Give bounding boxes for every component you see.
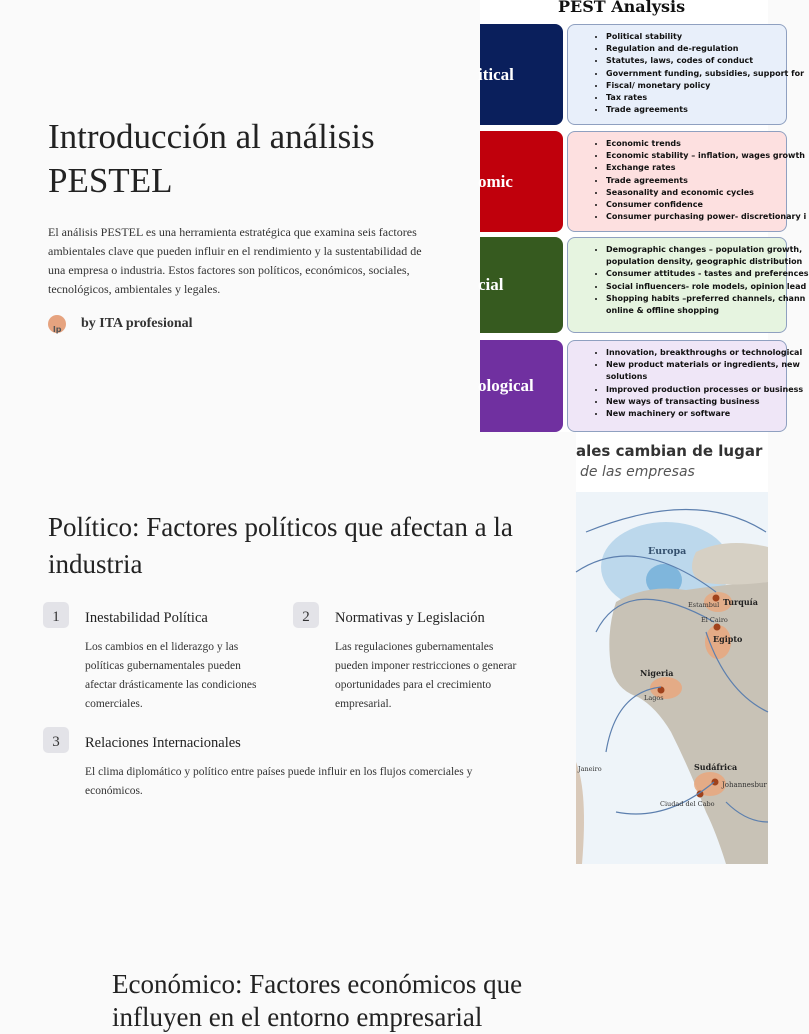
pest-list-item: • Trade agreements (606, 104, 786, 116)
pest-list-item: • Statutes, laws, codes of conduct (606, 55, 786, 67)
map-label-lagos: Lagos (644, 694, 664, 702)
pest-list-item: • Government funding, subsidies, support for (606, 68, 786, 80)
pest-row-label (480, 340, 563, 432)
pest-list-item: • Exchange rates (606, 162, 786, 174)
pest-list-item: • Demographic changes – population growth, (606, 244, 786, 256)
pest-list-item: • Shopping habits –preferred channels, chann (606, 293, 786, 305)
pest-row-box (567, 237, 809, 333)
pest-list-item: • Economic trends (606, 138, 786, 150)
pest-row (478, 340, 804, 432)
map-label-egipto: Egipto (713, 634, 743, 644)
pest-list-item: • Improved production processes or business (606, 384, 786, 396)
map-label-sudafrica: Sudáfrica (694, 762, 738, 772)
pest-row-list (592, 244, 809, 317)
item-title: Relaciones Internacionales (85, 735, 241, 751)
map-label-johannesburgo: Johannesbur (722, 781, 767, 789)
pest-row (478, 24, 805, 125)
item-title: Inestabilidad Política (85, 610, 208, 626)
pest-list-item: • Consumer attitudes - tastes and preferences (606, 268, 786, 280)
pest-row-box (567, 131, 807, 232)
avatar (48, 315, 66, 333)
pest-list-item: • Fiscal/ monetary policy (606, 80, 786, 92)
map-label-turquia: Turquía (723, 597, 758, 607)
pest-list-item: • New machinery or software (606, 408, 786, 420)
map-subheading: de las empresas (580, 464, 695, 480)
pest-image-title: PEST Analysis (558, 0, 686, 16)
pest-list-item: • Social influencers- role models, opinion lead (606, 281, 786, 293)
intro-description: El análisis PESTEL es una herramienta estratégica que examina seis factores ambientales clave que pueden influir en el rendimiento y la sustentabilidad de una empresa o industria. Estos factores son políticos, económicos, sociales, tecnológicos, ambientales y legales. (48, 225, 422, 296)
pest-analysis-image (478, 0, 809, 432)
item-description: El clima diplomático y político entre países puede influir en los flujos comerciales y económicos. (85, 766, 473, 797)
map-label-janeiro: Janeiro (578, 765, 602, 773)
intro-title: Introducción al análisis PESTEL (48, 117, 375, 200)
pest-list-item: • Consumer purchasing power- discretionary i (606, 211, 786, 223)
pest-row-label-text: itical (478, 64, 514, 84)
pest-row-box (567, 24, 805, 125)
map-label-estambul: Estambul (688, 601, 720, 609)
intro-text-block (48, 115, 428, 333)
author-name: by ITA profesional (81, 316, 193, 331)
pest-list-item: • Economic stability – inflation, wages growth (606, 150, 786, 162)
pest-list-item: • Seasonality and economic cycles (606, 187, 786, 199)
item-number-badge: 1 (43, 602, 69, 628)
map-heading: ales cambian de lugar (576, 442, 763, 460)
pest-list-item: • New ways of transacting business (606, 396, 786, 408)
map-label-el-cairo: El Cairo (701, 616, 728, 624)
pest-row (478, 131, 807, 232)
pest-row-list (592, 31, 805, 116)
map-graphic (576, 492, 768, 864)
pest-list-item: • New product materials or ingredients, new (606, 359, 786, 371)
pest-row-list (592, 138, 807, 223)
pest-list-item: online & offline shopping (606, 306, 719, 316)
item-number-badge: 3 (43, 727, 69, 753)
pest-list-item: solutions (606, 372, 648, 382)
pest-list-item: population density, geographic distribution (606, 257, 803, 267)
pest-list-item: • Tax rates (606, 92, 786, 104)
pest-row-label-text: omic (478, 171, 513, 191)
pest-row-label-text: ological (478, 376, 534, 395)
pest-row-label (480, 131, 563, 232)
item-description: Los cambios en el liderazgo y las políticas gubernamentales pueden afectar drásticamente las condiciones comerciales. (85, 641, 257, 710)
pest-row-label (480, 24, 563, 125)
pest-row-list (592, 347, 804, 420)
item-number-badge: 2 (293, 602, 319, 628)
political-title: Político: Factores políticos que afectan a la industria (48, 512, 513, 579)
pest-list-item: • Trade agreements (606, 175, 786, 187)
pest-row (478, 237, 809, 333)
pest-list-item: • Innovation, breakthroughs or technological (606, 347, 786, 359)
economic-title: Económico: Factores económicos que influyen en el entorno empresarial (112, 969, 523, 1032)
pest-list-item: • Regulation and de-regulation (606, 43, 786, 55)
map-label-europa: Europa (648, 546, 687, 557)
pest-row-box (567, 340, 804, 432)
map-label-ciudad-del-cabo: Ciudad del Cabo (660, 800, 715, 808)
pest-row-label (480, 237, 563, 333)
avatar-initials: lp (53, 325, 62, 334)
slide-intro (0, 0, 809, 432)
pest-row-label-text: cial (478, 275, 504, 294)
pest-list-item: • Consumer confidence (606, 199, 786, 211)
author-byline (48, 315, 428, 333)
item-title: Normativas y Legislación (335, 610, 485, 626)
pest-list-item: • Political stability (606, 31, 786, 43)
africa-map-image (576, 432, 768, 864)
map-label-nigeria: Nigeria (640, 668, 674, 678)
item-description: Las regulaciones gubernamentales pueden imponer restricciones o generar oportunidades para el crecimiento empresarial. (335, 641, 517, 710)
